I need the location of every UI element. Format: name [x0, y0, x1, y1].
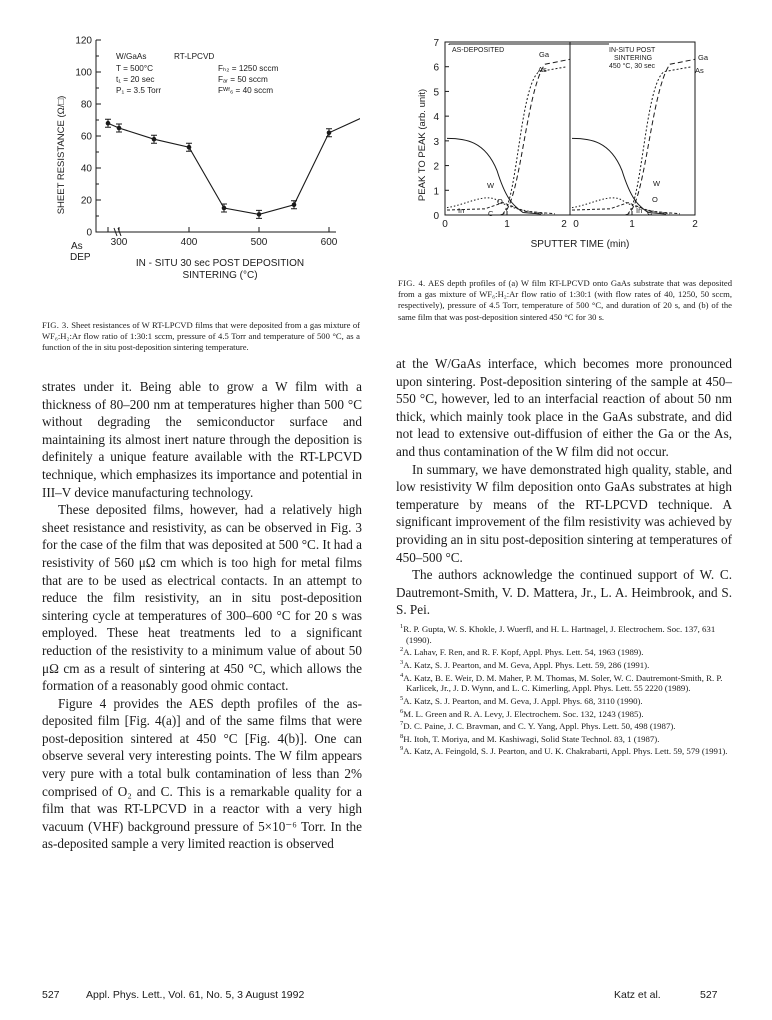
label-as-b: As — [695, 66, 704, 75]
fig4-ytick-label: 2 — [433, 161, 439, 173]
legend-material: W/GaAs — [116, 52, 147, 61]
label-w-b: W — [653, 179, 661, 188]
fig4b-c-curve — [572, 203, 680, 214]
fig3-caption-label: FIG. 3. — [42, 320, 69, 330]
fig4-ylabel: PEAK TO PEAK (arb. unit) — [417, 88, 428, 202]
fig4a-label-box — [449, 44, 609, 45]
fig3-xlabel-2: SINTERING (°C) — [182, 270, 258, 281]
paragraph: These deposited films, however, had a relatively high sheet resistance and resistivity, as can be observed in Fig. 3 for the case of the film that was deposited at 500 °C. It had a resistivity of 560 μΩ cm which is too high for metal films that are to be used as electrical contacts. In an attempt to reduce the film resistivity, an in situ post-deposition sintering cycle at temperatures of 300–600 °C for 20 s was employed. These heat treatments led to a significant reduction of the resistivity to a minimum value of about 50 μΩ cm as a result of sintering at 450 °C, which allows the formation of a reasonably good ohmic contact. — [42, 502, 362, 694]
fig4-ytick-label: 1 — [433, 186, 439, 198]
footer-authors: Katz et al. — [614, 989, 661, 1001]
label-w-a: W — [487, 181, 495, 190]
reference-item: $^7$D. C. Paine, J. C. Bravman, and C. Y. Yang, Appl. Phys. Lett. 50, 498 (1987). — [400, 720, 676, 732]
reference-item: $^4$A. Katz, B. E. Weir, D. M. Maher, P. M. Thomas, M. Soler, W. C. Dautremont-Smith, R. P. Karlicek, Jr., J. D. Wynn, and L. C. Kimerling, Appl. Phys. Lett. 55 2220 (1989). — [400, 671, 723, 694]
paragraph: In summary, we have demonstrated high quality, stable, and low resistivity W film deposition onto GaAs substrates at high temperature by means of the RT-LPCVD technique. A significant improvement of the film resistivity was achieved by providing an in situ post-deposition sintering at temperatures of 450–500 °C. — [396, 461, 732, 565]
fig4a-xtick-label: 0 — [442, 219, 448, 230]
fig3-ytick-label: 20 — [80, 195, 92, 207]
fig4-ytick-label: 4 — [433, 112, 439, 124]
reference-item: $^6$M. L. Green and R. A. Levy, J. Electrochem. Soc. 132, 1243 (1985). — [400, 707, 644, 719]
fig4a-xtick-label: 1 — [504, 219, 510, 230]
fig4b-ga-curve — [625, 59, 695, 215]
fig3-ytick-label: 0 — [86, 227, 92, 239]
fig4a-label: AS-DEPOSITED — [452, 47, 505, 54]
reference-item: $^8$H. Itoh, T. Moriya, and M. Kashiwagi, Solid State Technol. 83, 1 (1987). — [400, 732, 660, 744]
fig3-legend-left — [116, 52, 161, 95]
fig4-curve-labels — [458, 50, 709, 218]
fig3-caption — [42, 320, 360, 354]
fig4-ytick-label: 6 — [433, 62, 439, 74]
paragraph: at the W/GaAs interface, which becomes more pronounced upon sintering. Post-deposition sintering of the sample at 450–550 °C, however, led to an interfacial reaction of about 50 nm thick, which mainly took place in the GaAs substrate, and did not lead to extensive out-diffusion of either the Ga or the As, and thus contamination of the W film did not occur. — [396, 356, 732, 459]
fig4-chart — [395, 30, 735, 255]
fig3-xtick-label: 300 — [110, 237, 128, 248]
fig4a-w-curve — [447, 138, 541, 214]
fig3-x-dep: DEP — [70, 252, 91, 263]
paragraph: Figure 4 provides the AES depth profiles of the as-deposited film [Fig. 4(a)] and of the same films that were post-deposition sintered at 450 °C [Fig. 4(b)]. One can observe several very interesting points. The W film appears very pure with a total bulk contamination of less than 2% comprised of O₂ and C. This is a remarkable quality for a film that was RT-LPCVD in a reactor with a very high vacuum (VHF) background pressure of 5×10⁻⁶ Torr. In the as-deposited sample a very limited reaction is observed — [42, 695, 362, 852]
reference-item: $^2$A. Lahav, F. Ren, and R. F. Kopf, Appl. Phys. Lett. 54, 1963 (1989). — [400, 646, 644, 658]
fig4b-label-2: SINTERING — [614, 55, 653, 62]
legend-flow-ar: Fₐᵣ = 50 sccm — [218, 75, 268, 84]
footer-journal: Appl. Phys. Lett., Vol. 61, No. 5, 3 August 1992 — [86, 989, 305, 1001]
fig4-ytick-label: 7 — [433, 38, 439, 49]
label-ga-a: Ga — [539, 50, 550, 59]
fig4a-frame — [445, 42, 570, 215]
fig3-legend-title: RT-LPCVD — [174, 52, 215, 61]
label-in-a: In — [458, 206, 465, 215]
left-column-text — [42, 378, 362, 853]
fig4b-xtick-label: 1 — [629, 219, 635, 230]
fig3-xlabel-1: IN - SITU 30 sec POST DEPOSITION — [135, 258, 305, 269]
fig4-caption — [398, 278, 732, 323]
reference-item: $^1$R. P. Gupta, W. S. Khokle, J. Wuerfl, and H. L. Hartnagel, J. Electrochem. Soc. 137, 631 (1990). — [400, 623, 716, 645]
fig4a-as-curve — [500, 67, 567, 215]
fig3-legend-flows — [218, 64, 279, 95]
references — [396, 622, 732, 757]
footer-page-left: 527 — [42, 989, 60, 1001]
fig4-ytick-label: 5 — [433, 87, 439, 99]
label-in-b: In — [636, 206, 643, 215]
label-o-b: O — [652, 195, 658, 204]
fig4-xlabel: SPUTTER TIME (min) — [530, 239, 630, 250]
label-c-a: C — [488, 209, 494, 218]
fig4-ytick-label: 0 — [433, 211, 439, 222]
fig4b-xtick-label: 0 — [573, 219, 579, 230]
fig3-ytick-label: 60 — [80, 131, 92, 143]
legend-pressure: P₁ = 3.5 Torr — [116, 86, 162, 95]
fig3-caption-text: Sheet resistances of W RT-LPCVD films that were deposited from a gas mixture of WF₆:H₂:Ar flow ratio of 1:30:1 sccm, pressure of 4.5 Torr and temperature of 500 °C, as a function of the in situ post-deposition sintering temperature. — [42, 320, 360, 353]
paragraph: The authors acknowledge the continued support of W. C. Dautremont-Smith, V. D. Mattera, Jr., L. A. Heimbrook, and S. S. Pei. — [396, 567, 732, 618]
fig3-xtick-label: 600 — [320, 237, 338, 248]
fig4b-label-1: IN-SITU POST — [609, 47, 656, 54]
fig3-xtick-label: 400 — [180, 237, 198, 248]
fig3-ylabel: SHEET RESISTANCE (Ω/□) — [56, 95, 67, 215]
footer-page-right: 527 — [700, 989, 718, 1001]
fig4b-xtick-label: 2 — [692, 219, 698, 230]
fig4a-xtick-label: 2 — [561, 219, 567, 230]
reference-item: $^3$A. Katz, S. J. Pearton, and M. Geva, Appl. Phys. Lett. 59, 286 (1991). — [400, 658, 650, 670]
fig3-ytick-label: 80 — [80, 99, 92, 111]
fig4b-as-curve — [625, 67, 692, 215]
paragraph: strates under it. Being able to grow a W film with a thickness of 80–200 nm at temperatures higher than 500 °C without degrading the semiconductor surface and maintaining its almost inert nature through the deposition is definitely a unique feature available with the RT-LPCVD technique, which emphasizes its importance and potential in III–V device manufacturing technology. — [42, 379, 362, 500]
legend-flow-h2: Fₕ₂ = 1250 sccm — [218, 64, 279, 73]
fig4a-ga-curve — [500, 59, 570, 215]
label-ga-b: Ga — [698, 53, 709, 62]
reference-item: $^5$A. Katz, S. J. Pearton, and M. Geva, J. Appl. Phys. 68, 3110 (1990). — [400, 694, 643, 706]
fig4-caption-label: FIG. 4. — [398, 278, 426, 288]
label-o-a: O — [497, 197, 503, 206]
legend-flow-wf6: Fᵂᶠ₆ = 40 sccm — [218, 86, 274, 95]
label-as-a: As — [538, 65, 547, 74]
fig3-xtick-label: 500 — [250, 237, 268, 248]
fig3-ytick-label: 120 — [75, 35, 92, 47]
fig4b-label-3: 450 °C, 30 sec — [609, 63, 655, 70]
fig4-caption-text: AES depth profiles of (a) W film RT-LPCVD onto GaAs substrate that was deposited from a gas mixture of WF₆:H₂:Ar flow ratio of 1:30:1 (with flow rates of 40, 1250, 50 sccm, respectively), pressure of 4.5 Torr, temperature of 500 °C, and duration of 20 s, and (b) of the same film that was post-deposition sintered 450 °C for 30 s. — [398, 278, 732, 322]
fig3-ytick-label: 100 — [75, 67, 92, 79]
legend-time: t₁ = 20 sec — [116, 75, 155, 84]
fig3-chart — [40, 30, 360, 290]
right-column-text — [396, 355, 732, 619]
fig4-ytick-label: 3 — [433, 136, 439, 148]
fig3-x-as: As — [71, 241, 83, 252]
fig3-ytick-label: 40 — [80, 163, 92, 175]
legend-temp: T = 500°C — [116, 64, 154, 73]
fig3-series-line — [108, 117, 360, 215]
reference-item: $^9$A. Katz, A. Feingold, S. J. Pearton, and U. K. Chakrabarti, Appl. Phys. Lett. 59, 579 (1991). — [400, 745, 728, 757]
label-c-b: C — [647, 208, 653, 217]
